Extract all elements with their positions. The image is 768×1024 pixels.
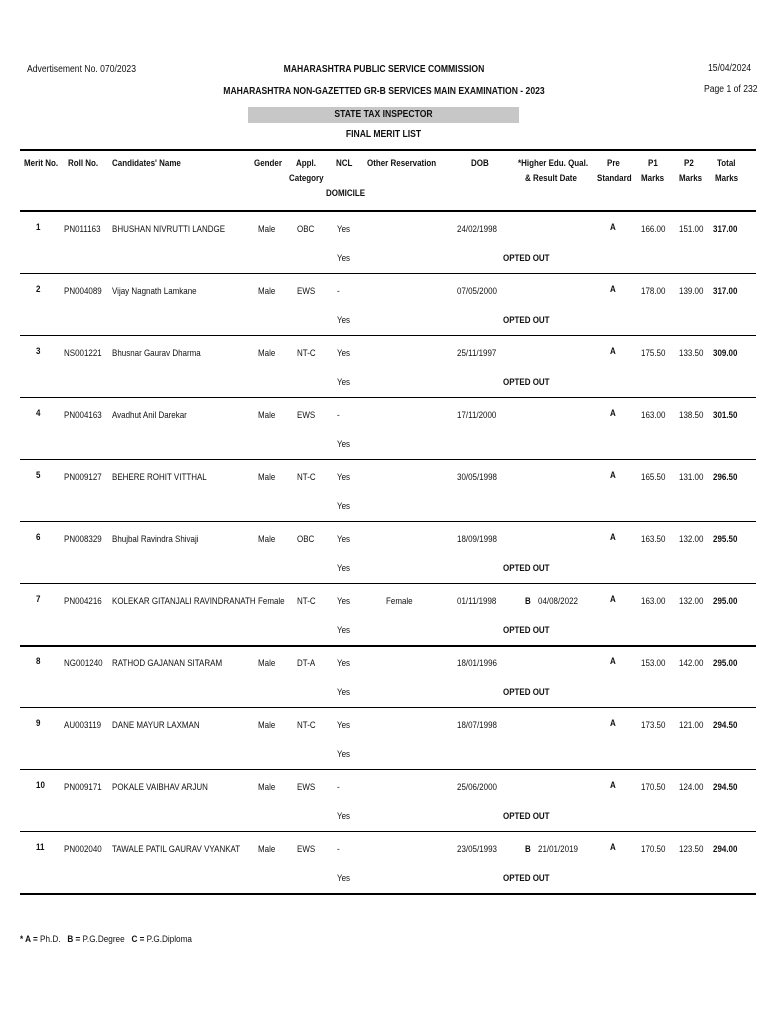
domicile: Yes — [337, 873, 351, 884]
legend-star: * — [20, 934, 26, 945]
col-candidate-name: Candidates' Name — [112, 158, 181, 169]
candidate-name: Vijay Nagnath Lamkane — [112, 286, 197, 297]
roll-no: NG001240 — [64, 658, 103, 669]
legend-a-value: Ph.D. — [40, 934, 61, 945]
gender: Male — [258, 348, 276, 359]
domicile: Yes — [337, 253, 351, 264]
total-marks: 309.00 — [713, 348, 738, 359]
roll-no: PN002040 — [64, 844, 102, 855]
col-appl-1: Appl. — [296, 158, 316, 169]
total-marks: 301.50 — [713, 410, 738, 421]
opted-out-status: OPTED OUT — [503, 315, 550, 326]
roll-no: PN004163 — [64, 410, 102, 421]
p2-marks: 124.00 — [679, 782, 704, 793]
legend-c-value: P.G.Diploma — [146, 934, 192, 945]
total-marks: 296.50 — [713, 472, 738, 483]
p2-marks: 151.00 — [679, 224, 704, 235]
category: EWS — [297, 410, 316, 421]
p1-marks: 178.00 — [641, 286, 666, 297]
row-divider — [20, 769, 756, 770]
domicile: Yes — [337, 625, 351, 636]
candidate-name: POKALE VAIBHAV ARJUN — [112, 782, 208, 793]
category: DT-A — [297, 658, 316, 669]
dob: 18/07/1998 — [457, 720, 497, 731]
col-edu-1: *Higher Edu. Qual. — [518, 158, 589, 169]
ncl: Yes — [337, 658, 351, 669]
dob: 25/06/2000 — [457, 782, 497, 793]
p1-marks: 170.50 — [641, 844, 666, 855]
roll-no: PN009171 — [64, 782, 102, 793]
gender: Male — [258, 410, 276, 421]
merit-no: 2 — [36, 284, 41, 295]
exam-title: MAHARASHTRA NON-GAZETTED GR-B SERVICES MAIN EXAMINATION - 2023 — [223, 86, 545, 97]
p2-marks: 121.00 — [679, 720, 704, 731]
category: NT-C — [297, 472, 316, 483]
pre-standard: A — [610, 780, 616, 791]
candidate-name: KOLEKAR GITANJALI RAVINDRANATH — [112, 596, 256, 607]
ncl: - — [337, 844, 340, 855]
category: NT-C — [297, 348, 316, 359]
edu-code: B — [525, 844, 531, 855]
p1-marks: 165.50 — [641, 472, 666, 483]
gender: Male — [258, 782, 276, 793]
roll-no: PN004216 — [64, 596, 102, 607]
gender: Male — [258, 658, 276, 669]
merit-no: 1 — [36, 222, 41, 233]
gender: Male — [258, 534, 276, 545]
col-p2-1: P2 — [684, 158, 694, 169]
list-title: FINAL MERIT LIST — [345, 129, 422, 140]
col-pre-2: Standard — [597, 173, 632, 184]
dob: 23/05/1993 — [457, 844, 497, 855]
col-domicile: DOMICILE — [326, 188, 366, 199]
pre-standard: A — [610, 346, 616, 357]
row-divider — [20, 273, 756, 274]
opted-out-status: OPTED OUT — [503, 253, 550, 264]
merit-no: 6 — [36, 532, 41, 543]
dob: 18/09/1998 — [457, 534, 497, 545]
domicile: Yes — [337, 377, 351, 388]
gender: Female — [258, 596, 285, 607]
merit-no: 9 — [36, 718, 41, 729]
dob: 30/05/1998 — [457, 472, 497, 483]
total-marks: 294.50 — [713, 782, 738, 793]
col-p2-2: Marks — [679, 173, 703, 184]
row-divider — [20, 645, 756, 647]
pre-standard: A — [610, 532, 616, 543]
category: EWS — [297, 782, 316, 793]
merit-no: 7 — [36, 594, 41, 605]
ncl: - — [337, 782, 340, 793]
pre-standard: A — [610, 222, 616, 233]
p2-marks: 131.00 — [679, 472, 704, 483]
gender: Male — [258, 286, 276, 297]
gender: Male — [258, 472, 276, 483]
domicile: Yes — [337, 687, 351, 698]
legend-c-key: C = — [131, 934, 145, 945]
ncl: Yes — [337, 224, 351, 235]
ncl: Yes — [337, 534, 351, 545]
candidate-name: BEHERE ROHIT VITTHAL — [112, 472, 207, 483]
total-marks: 294.00 — [713, 844, 738, 855]
opted-out-status: OPTED OUT — [503, 873, 550, 884]
merit-no: 5 — [36, 470, 41, 481]
p1-marks: 153.00 — [641, 658, 666, 669]
row-divider — [20, 893, 756, 895]
total-marks: 295.50 — [713, 534, 738, 545]
dob: 18/01/1996 — [457, 658, 497, 669]
p2-marks: 139.00 — [679, 286, 704, 297]
col-p1-1: P1 — [648, 158, 658, 169]
p2-marks: 142.00 — [679, 658, 704, 669]
roll-no: AU003119 — [64, 720, 102, 731]
opted-out-status: OPTED OUT — [503, 811, 550, 822]
ncl: - — [337, 410, 340, 421]
category: EWS — [297, 286, 316, 297]
dob: 01/11/1998 — [457, 596, 497, 607]
gender: Male — [258, 224, 276, 235]
dob: 25/11/1997 — [457, 348, 497, 359]
roll-no: PN009127 — [64, 472, 102, 483]
edu-date: 04/08/2022 — [538, 596, 578, 607]
gender: Male — [258, 720, 276, 731]
roll-no: PN011163 — [64, 224, 101, 235]
post-title: STATE TAX INSPECTOR — [334, 109, 433, 120]
merit-no: 11 — [36, 842, 45, 853]
candidate-name: Bhujbal Ravindra Shivaji — [112, 534, 199, 545]
candidate-name: RATHOD GAJANAN SITARAM — [112, 658, 223, 669]
opted-out-status: OPTED OUT — [503, 563, 550, 574]
gender: Male — [258, 844, 276, 855]
p1-marks: 163.00 — [641, 596, 666, 607]
roll-no: NS001221 — [64, 348, 102, 359]
pre-standard: A — [610, 842, 616, 853]
category: EWS — [297, 844, 316, 855]
total-marks: 317.00 — [713, 286, 738, 297]
ncl: Yes — [337, 596, 351, 607]
row-divider — [20, 335, 756, 336]
legend-a-key: A = — [25, 934, 38, 945]
ncl: Yes — [337, 472, 351, 483]
total-marks: 295.00 — [713, 596, 738, 607]
legend-b-key: B = — [67, 934, 81, 945]
row-divider — [20, 397, 756, 398]
domicile: Yes — [337, 501, 351, 512]
opted-out-status: OPTED OUT — [503, 687, 550, 698]
dob: 07/05/2000 — [457, 286, 497, 297]
p2-marks: 132.00 — [679, 596, 704, 607]
p2-marks: 133.50 — [679, 348, 704, 359]
merit-no: 8 — [36, 656, 41, 667]
legend — [20, 934, 192, 945]
row-divider — [20, 831, 756, 832]
domicile: Yes — [337, 749, 351, 760]
row-divider — [20, 583, 756, 584]
domicile: Yes — [337, 563, 351, 574]
col-gender: Gender — [254, 158, 282, 169]
col-total-2: Marks — [715, 173, 739, 184]
pre-standard: A — [610, 284, 616, 295]
col-merit-no: Merit No. — [24, 158, 59, 169]
ncl: Yes — [337, 348, 351, 359]
col-dob: DOB — [471, 158, 489, 169]
roll-no: PN004089 — [64, 286, 102, 297]
col-ncl: NCL — [336, 158, 353, 169]
row-divider — [20, 707, 756, 708]
candidate-name: Bhusnar Gaurav Dharma — [112, 348, 201, 359]
candidate-name: TAWALE PATIL GAURAV VYANKAT — [112, 844, 241, 855]
pre-standard: A — [610, 594, 616, 605]
other-reservation: Female — [386, 596, 413, 607]
edu-code: B — [525, 596, 531, 607]
row-divider — [20, 521, 756, 522]
commission-title: MAHARASHTRA PUBLIC SERVICE COMMISSION — [283, 64, 485, 75]
p1-marks: 166.00 — [641, 224, 666, 235]
merit-no: 4 — [36, 408, 41, 419]
p1-marks: 173.50 — [641, 720, 666, 731]
legend-b-value: P.G.Degree — [82, 934, 125, 945]
pre-standard: A — [610, 718, 616, 729]
candidate-name: Avadhut Anil Darekar — [112, 410, 187, 421]
category: NT-C — [297, 720, 316, 731]
ncl: - — [337, 286, 340, 297]
dob: 24/02/1998 — [457, 224, 497, 235]
page-number: Page 1 of 232 — [704, 84, 758, 95]
p1-marks: 163.00 — [641, 410, 666, 421]
total-marks: 317.00 — [713, 224, 738, 235]
dob: 17/11/2000 — [457, 410, 497, 421]
domicile: Yes — [337, 811, 351, 822]
domicile: Yes — [337, 439, 351, 450]
col-roll-no: Roll No. — [68, 158, 99, 169]
col-p1-2: Marks — [641, 173, 665, 184]
col-pre-1: Pre — [607, 158, 620, 169]
p2-marks: 138.50 — [679, 410, 704, 421]
edu-date: 21/01/2019 — [538, 844, 578, 855]
roll-no: PN008329 — [64, 534, 102, 545]
pre-standard: A — [610, 470, 616, 481]
p1-marks: 163.50 — [641, 534, 666, 545]
opted-out-status: OPTED OUT — [503, 377, 550, 388]
total-marks: 295.00 — [713, 658, 738, 669]
col-edu-2: & Result Date — [525, 173, 577, 184]
merit-no: 10 — [36, 780, 45, 791]
category: OBC — [297, 224, 315, 235]
category: NT-C — [297, 596, 316, 607]
candidate-name: BHUSHAN NIVRUTTI LANDGE — [112, 224, 226, 235]
ncl: Yes — [337, 720, 351, 731]
pre-standard: A — [610, 408, 616, 419]
opted-out-status: OPTED OUT — [503, 625, 550, 636]
merit-no: 3 — [36, 346, 41, 357]
col-appl-2: Category — [289, 173, 324, 184]
advertisement-number: Advertisement No. 070/2023 — [27, 64, 137, 75]
p2-marks: 123.50 — [679, 844, 704, 855]
p1-marks: 175.50 — [641, 348, 666, 359]
col-total-1: Total — [717, 158, 736, 169]
pre-standard: A — [610, 656, 616, 667]
col-other-reservation: Other Reservation — [367, 158, 437, 169]
domicile: Yes — [337, 315, 351, 326]
p2-marks: 132.00 — [679, 534, 704, 545]
total-marks: 294.50 — [713, 720, 738, 731]
row-divider — [20, 459, 756, 460]
publish-date: 15/04/2024 — [708, 63, 752, 74]
category: OBC — [297, 534, 315, 545]
candidate-name: DANE MAYUR LAXMAN — [112, 720, 200, 731]
p1-marks: 170.50 — [641, 782, 666, 793]
